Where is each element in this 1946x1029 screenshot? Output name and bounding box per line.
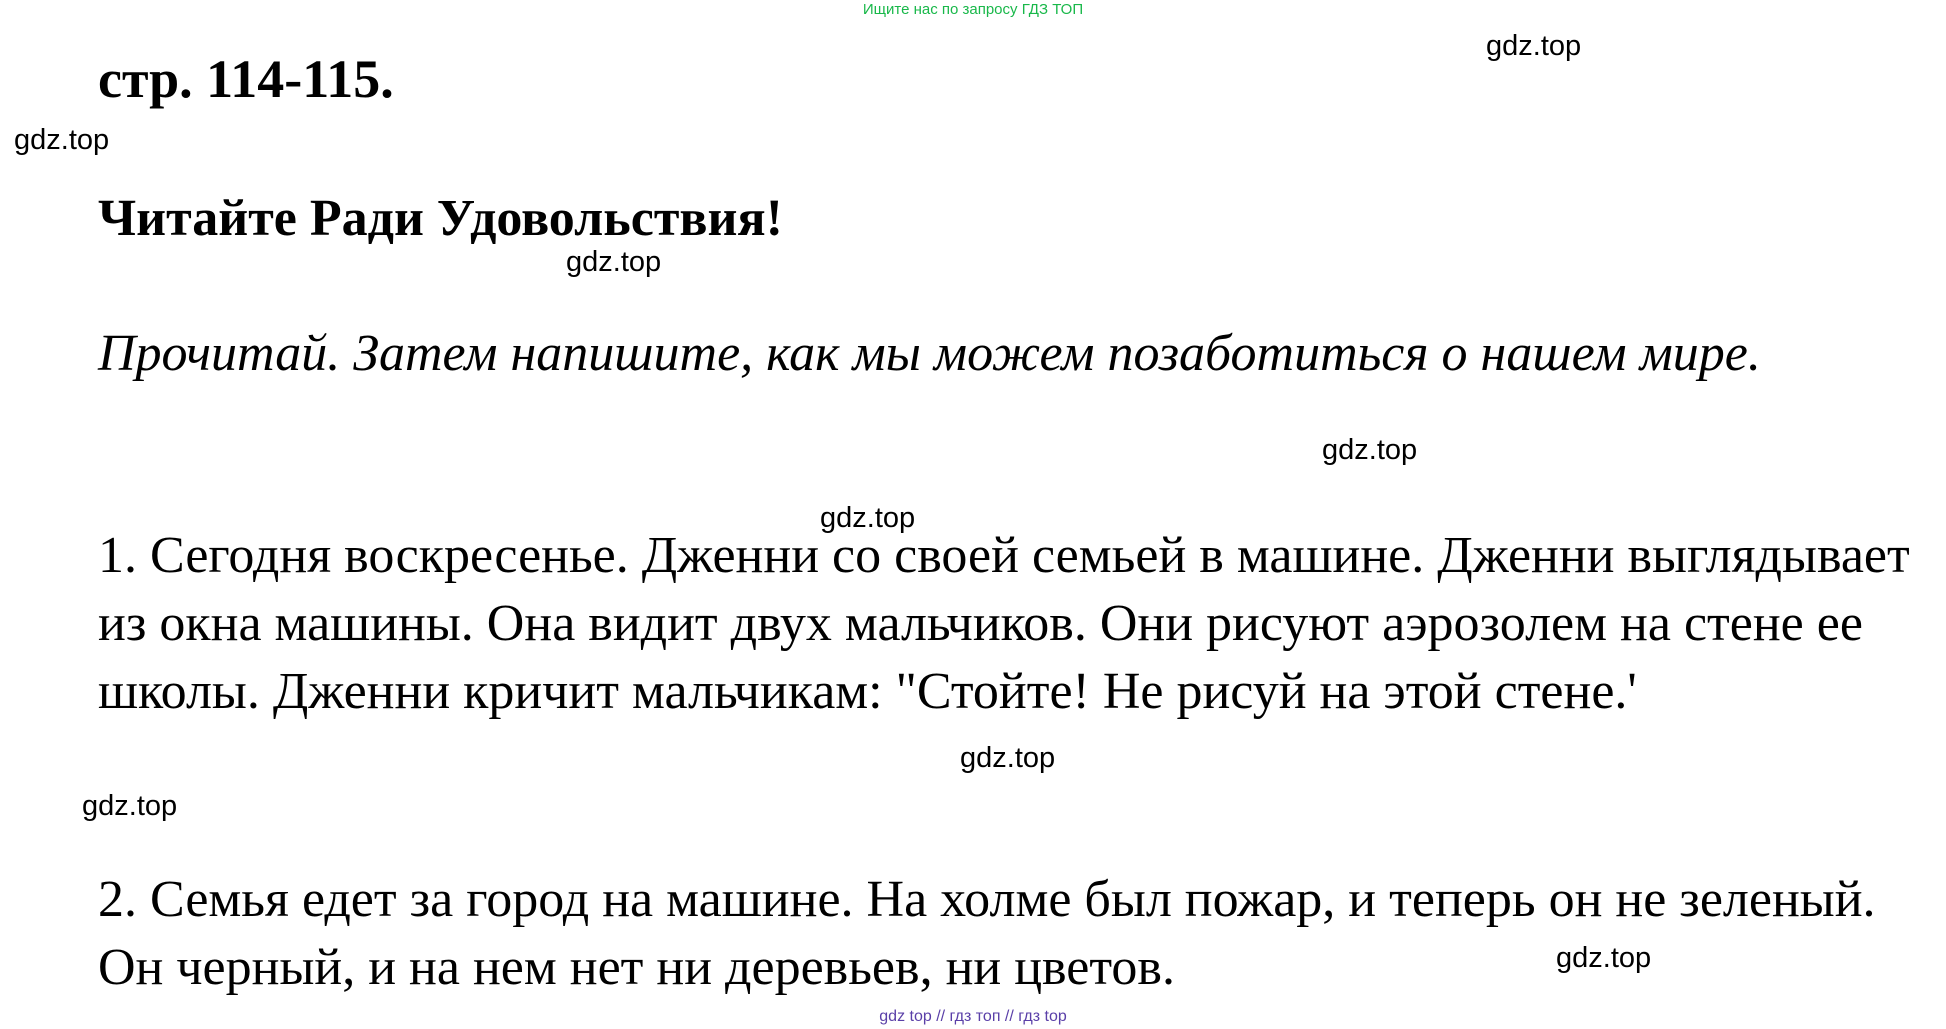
search-hint-banner: Ищите нас по запросу ГДЗ ТОП xyxy=(862,1,1084,18)
section-heading: Читайте Ради Удовольствия! xyxy=(98,190,783,247)
watermark: gdz.top xyxy=(1486,30,1582,62)
watermark: gdz.top xyxy=(566,246,662,278)
story-paragraph-2: 2. Семья едет за город на машине. На холме был пожар, и теперь он не зеленый. Он черный, и на нем нет ни деревьев, ни цветов. xyxy=(98,871,1876,996)
task-instruction: Прочитай. Затем напишите, как мы можем позаботиться о нашем мире. xyxy=(98,325,1761,382)
watermark: gdz.top xyxy=(820,502,916,534)
story-paragraph-1: 1. Сегодня воскресенье. Дженни со своей семьей в машине. Дженни выглядывает из окна машины. Она видит двух мальчиков. Они рисуют аэрозолем на стене ее школы. Дженни кричит мальчикам: "Стойте! Не рисуй на этой стене.' xyxy=(98,527,1910,720)
footer-links[interactable]: gdz top // гдз топ // гдз top xyxy=(879,1008,1067,1025)
watermark: gdz.top xyxy=(82,790,178,822)
watermark: gdz.top xyxy=(1322,434,1418,466)
watermark: gdz.top xyxy=(14,124,110,156)
watermark: gdz.top xyxy=(960,742,1056,774)
page-title: стр. 114-115. xyxy=(98,49,394,109)
watermark: gdz.top xyxy=(1556,942,1652,974)
